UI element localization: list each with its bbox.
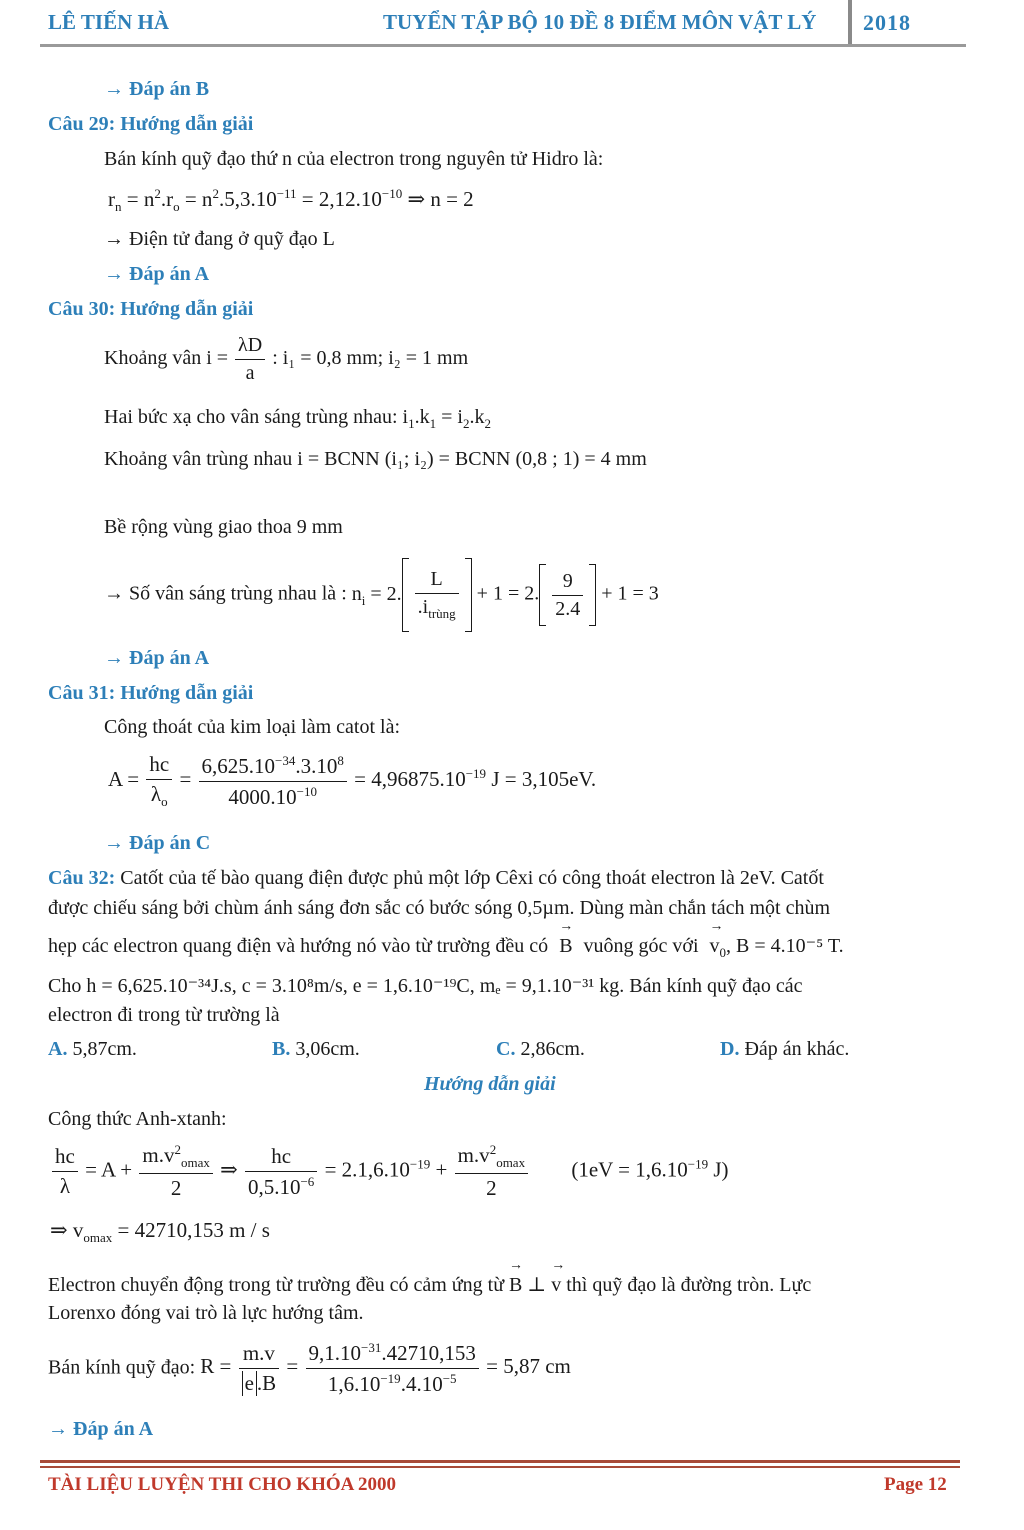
q30-coincide-line: Hai bức xạ cho vân sáng trùng nhau: $i_1.k_1 = i_2.k_2$ [104,406,491,431]
q30-fringe-fraction: $\frac{\lambda D}{a}$ [235,334,265,385]
q32-line4: Cho h = 6,625.10⁻³⁴J.s, c = 3.10⁸m/s, e = 1,6.10⁻¹⁹C, mₑ = 9,1.10⁻³¹ kg. Bán kính quỹ đạo các [48,975,803,997]
q31-heading: Câu 31: Hướng dẫn giải [48,682,254,704]
q32-label: Câu 32: [48,867,116,889]
q28-answer: → Đáp án B [104,78,210,100]
q32-velocity-result: ⇒ $v_{omax} = 42710,153$ m / s [50,1218,270,1246]
q32-radius-label: Bán kính quỹ đạo: [48,1356,196,1379]
q32-einstein-label: Công thức Anh-xtanh: [48,1108,227,1130]
footer-title: TÀI LIỆU LUYỆN THI CHO KHÓA 2000 [48,1474,397,1495]
q32-line5: electron đi trong từ trường là [48,1004,280,1026]
header-rule [40,44,966,47]
q32-line3b: vuông góc với [583,935,699,957]
q32-lorentz-line2: Lorenxo đóng vai trò là lực hướng tâm. [48,1302,364,1324]
q30-coincide-label: Hai bức xạ cho vân sáng trùng nhau: [104,406,398,428]
q32-line3: hẹp các electron quang điện và hướng nó vào từ trường đều có → B vuông góc với → $v_0$, B = 4.10⁻⁵ T. [48,933,844,961]
header-title: TUYỂN TẬP BỘ 10 ĐỀ 8 ĐIỂM MÔN VẬT LÝ [383,10,817,34]
q29-conclusion: → Điện tử đang ở quỹ đạo L [104,228,335,250]
q32-guide-heading: Hướng dẫn giải [424,1073,556,1095]
q31-answer: → Đáp án C [104,832,211,854]
footer-rule-thin [40,1466,960,1468]
q32-line3a: hẹp các electron quang điện và hướng nó vào từ trường đều có [48,935,549,957]
q32-lorentz1b: thì quỹ đạo là đường tròn. Lực [566,1274,812,1296]
q29-formula: $r_n = n^2.r_o = n^2.5,3.10^{-11} = 2,12.10^{-10}$ ⇒ n = 2 [108,186,474,215]
header-separator [848,0,852,46]
q30-fringe-values: : i₁ = 0,8 mm; i₂ = 1 mm [272,347,469,370]
q29-heading: Câu 29: Hướng dẫn giải [48,113,254,135]
header-author: LÊ TIẾN HÀ [48,10,169,34]
page-number: Page 12 [884,1474,947,1495]
q32-option-d: D. Đáp án khác. [720,1038,850,1060]
q30-count-line: → Số vân sáng trùng nhau là : $n_i = 2$. $\frac{L}{.i_{trùng}}$ + 1 = 2. $\frac{9}{2.4}$ + 1 = 3 [104,558,659,632]
q31-formula: A = $\frac{hc}{\lambda_o}$ = $\frac{6,625.10^{-34}.3.10^8}{4000.10^{-10}}$ = $4,96875.10^{-19}$ J = 3,105eV. [108,752,597,810]
header-year: 2018 [863,10,911,35]
q30-heading: Câu 30: Hướng dẫn giải [48,298,254,320]
q32-lorentz1: Electron chuyển động trong từ trường đều có cảm ứng từ [48,1274,505,1296]
q32-option-c: C. 2,86cm. [496,1038,585,1060]
q29-intro: Bán kính quỹ đạo thứ n của electron trong nguyên tử Hidro là: [104,148,604,170]
q30-answer: → Đáp án A [104,647,210,669]
q32-radius-line: Bán kính quỹ đạo: R = $\frac{m.v}{e .B}$ = $\frac{9,1.10^{-31}.42710,153}{1,6.10^{-19}.4.10^{-5}}$ = 5,87 cm [48,1340,571,1396]
q32-einstein-formula: $\frac{hc}{\lambda}$ = A + $\frac{m.v^2_{omax}}{2}$ ⇒ $\frac{hc}{0,5.10^{-6}}$ = $2.1,6.10^{-19}$ + $\frac{m.v^2_{omax}}{2}$ ($1eV = 1,6.10^{-19}$ J) [50,1142,729,1201]
q32-option-a: A. 5,87cm. [48,1038,137,1060]
footer-rule [40,1460,960,1463]
q32-line1-text: Catốt của tế bào quang điện được phủ một lớp Cêxi có công thoát electron là 2eV. Catốt [115,867,824,889]
q32-lorentz-line1: Electron chuyển động trong từ trường đều có cảm ứng từ → B ⊥ → v thì quỹ đạo là đường tròn. Lực [48,1272,811,1297]
q32-answer: → Đáp án A [48,1418,154,1440]
q30-fringe-line: Khoảng vân i = $\frac{\lambda D}{a}$ : i₁ = 0,8 mm; i₂ = 1 mm [104,334,469,384]
q29-answer: → Đáp án A [104,263,210,285]
q32-line3c: , B = 4.10⁻⁵ T. [726,935,844,957]
q30-width: Bề rộng vùng giao thoa 9 mm [104,516,343,538]
q31-intro: Công thoát của kim loại làm catot là: [104,716,401,738]
q30-fringe-label: Khoảng vân [104,347,202,370]
q32-option-b: B. 3,06cm. [272,1038,360,1060]
q32-line2: được chiếu sáng bởi chùm ánh sáng đơn sắc có bước sóng 0,5µm. Dùng màn chắn tách một chùm [48,897,831,919]
q30-coincide-spacing: Khoảng vân trùng nhau i = BCNN (i₁; i₂) = BCNN (0,8 ; 1) = 4 mm [104,448,647,470]
q32-line1 [48,867,824,890]
q30-count-label: → Số vân sáng trùng nhau là : [104,582,347,605]
